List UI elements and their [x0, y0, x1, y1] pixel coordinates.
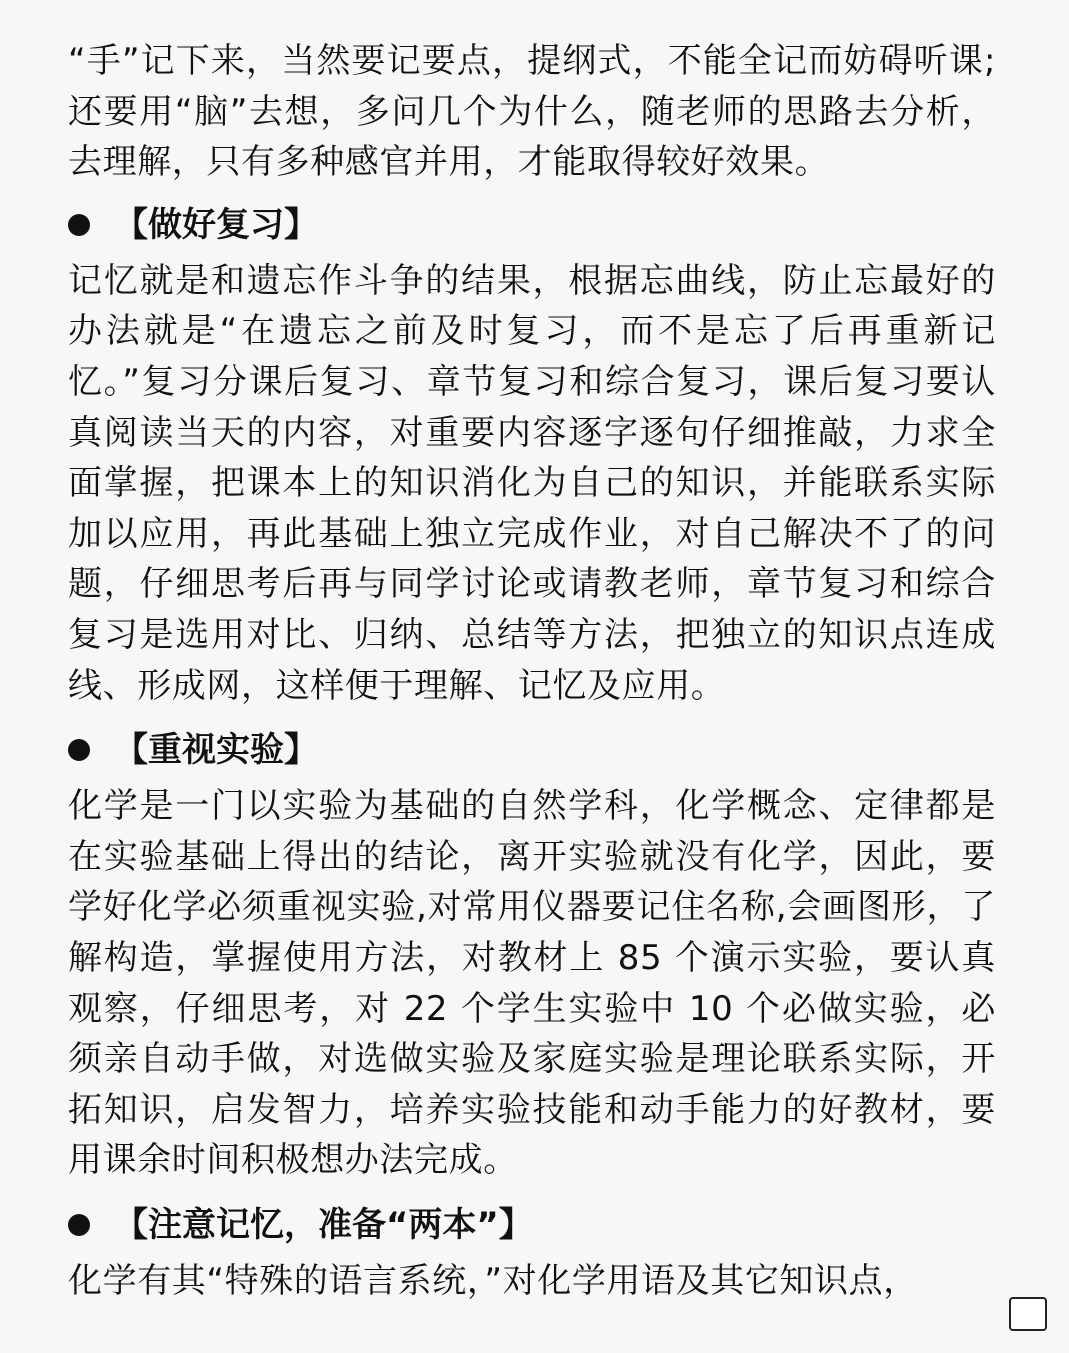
heading-memory	[68, 1200, 996, 1250]
bullet-icon	[68, 1214, 90, 1236]
heading-experiment	[68, 725, 996, 775]
memory-paragraph: 化学有其“特殊的语言系统，”对化学用语及其它知识点，	[68, 1260, 918, 1301]
document-content	[68, 36, 996, 1306]
review-paragraph: 记忆就是和遗忘作斗争的结果，根据忘曲线，防止忘最好的办法就是“在遗忘之前及时复习，而不是忘了后再重新记忆。”复习分课后复习、章节复习和综合复习，课后复习要认真阅读当天的内容，对重要内容逐字逐句仔细推敲，力求全面掌握，把课本上的知识消化为自己的知识，并能联系实际加以应用，再此基础上独立完成作业，对自己解决不了的问题，仔细思考后再与同学讨论或请教老师，章节复习和综合复习是选用对比、归纳、总结等方法，把独立的知识点连成线、形成网，这样便于理解、记忆及应用。	[68, 260, 996, 706]
experiment-paragraph: 化学是一门以实验为基础的自然学科，化学概念、定律都是在实验基础上得出的结论，离开实验就没有化学，因此，要学好化学必须重视实验,对常用仪器要记住名称,会画图形，了解构造，掌握使用方法，对教材上 85 个演示实验，要认真观察，仔细思考，对 22 个学生实验中 10 个必做实验，必须亲自动手做，对选做实验及家庭实验是理论联系实际，开拓知识，启发智力，培养实验技能和动手能力的好教材，要用课余时间积极想办法完成。	[68, 786, 996, 1181]
heading-experiment-text: 【重视实验】	[114, 730, 318, 771]
bullet-icon	[68, 739, 90, 761]
heading-memory-text: 【注意记忆，准备“两本”】	[114, 1204, 533, 1245]
heading-review-text: 【做好复习】	[114, 204, 318, 245]
heading-review	[68, 200, 996, 250]
intro-paragraph: “手”记下来，当然要记要点，提纲式，不能全记而妨碍听课;还要用“脑”去想，多问几个为什么，随老师的思路去分析，去理解，只有多种感官并用，才能取得较好效果。	[68, 41, 996, 183]
bullet-icon	[68, 214, 90, 236]
square-outline-icon[interactable]	[1009, 1297, 1047, 1331]
